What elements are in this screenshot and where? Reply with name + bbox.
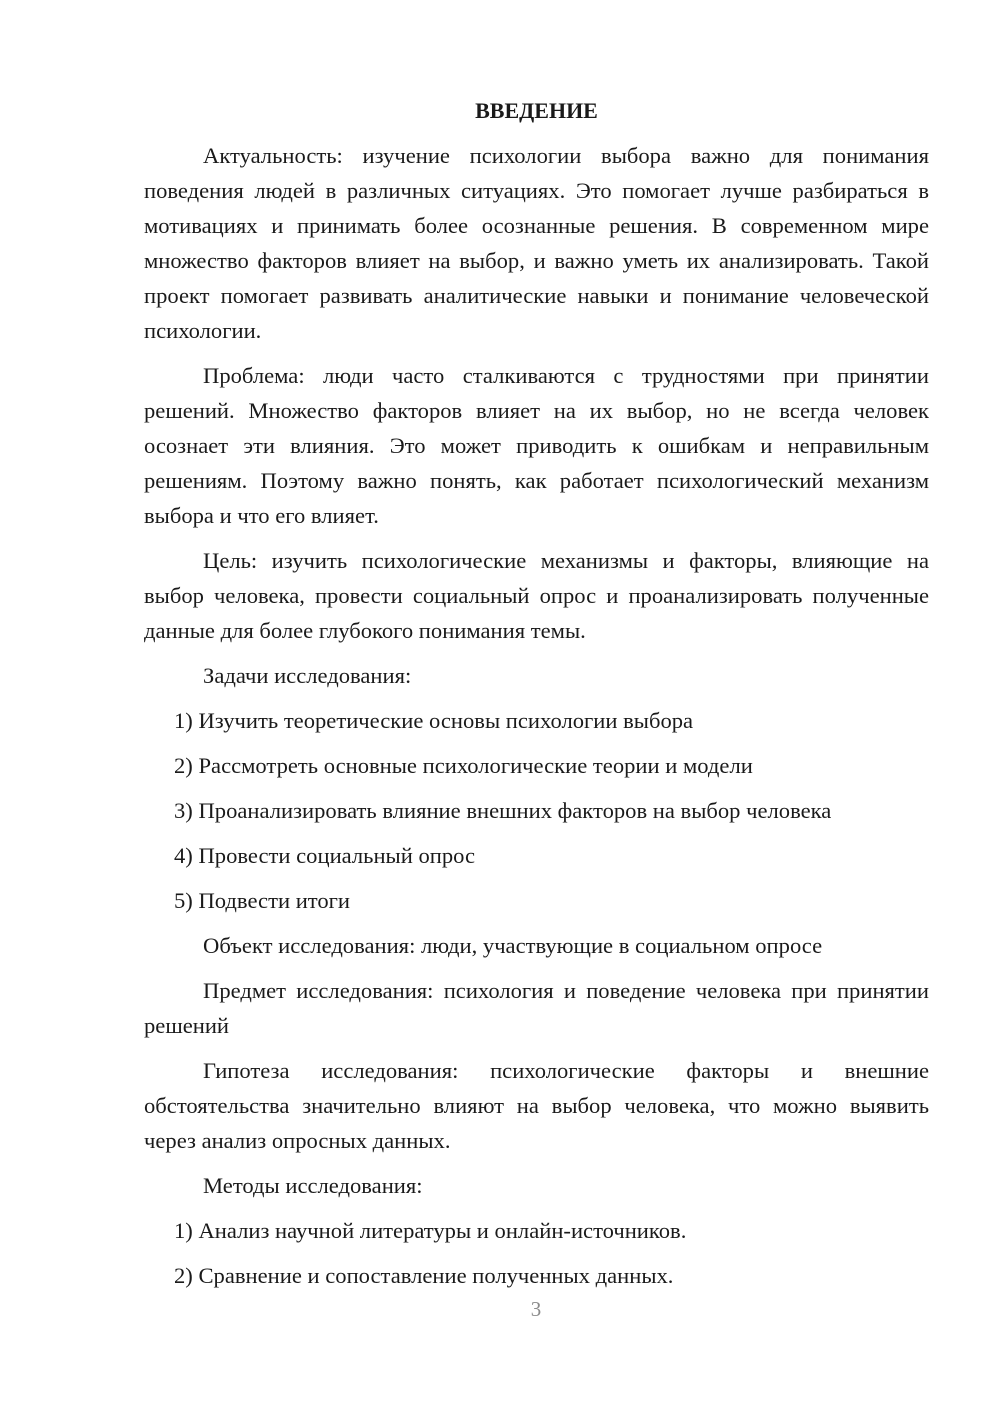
task-item-1: 1) Изучить теоретические основы психологии выбора [174,708,694,733]
relevance-paragraph: Актуальность: изучение психологии выбора важно для понимания поведения людей в различных ситуациях. Это помогает лучше разбираться в мотивациях и принимать более осознанные решения. В современном мире множество факторов влияет на выбор, и важно уметь их анализировать. Такой проект помогает развивать аналитические навыки и понимание человеческой психологии. [144,143,929,343]
goal-paragraph: Цель: изучить психологические механизмы и факторы, влияющие на выбор человека, провести социальный опрос и проанализировать полученные данные для более глубокого понимания темы. [144,548,929,643]
problem-paragraph: Проблема: люди часто сталкиваются с трудностями при принятии решений. Множество факторов влияет на их выбор, но не всегда человек осознает эти влияния. Это может приводить к ошибкам и неправильным решениям. Поэтому важно понять, как работает психологический механизм выбора и что его влияет. [144,363,929,528]
tasks-list [144,703,929,918]
page-number: 3 [530,1297,542,1321]
task-item-4: 4) Провести социальный опрос [174,843,476,868]
task-item-3: 3) Проанализировать влияние внешних факторов на выбор человека [174,798,832,823]
subject-paragraph: Предмет исследования: психология и поведение человека при принятии решений [144,978,929,1038]
object-paragraph: Объект исследования: люди, участвующие в социальном опросе [203,933,823,958]
method-item-1: 1) Анализ научной литературы и онлайн-источников. [174,1218,687,1243]
method-item-2: 2) Сравнение и сопоставление полученных данных. [174,1263,674,1288]
methods-heading: Методы исследования: [203,1173,423,1198]
methods-list [144,1213,929,1293]
task-item-2: 2) Рассмотреть основные психологические теории и модели [174,753,753,778]
page-title: ВВЕДЕНИЕ [475,98,598,123]
page-content [144,96,929,1303]
hypothesis-paragraph: Гипотеза исследования: психологические факторы и внешние обстоятельства значительно влияют на выбор человека, что можно выявить через анализ опросных данных. [144,1058,929,1153]
task-item-5: 5) Подвести итоги [174,888,351,913]
tasks-heading: Задачи исследования: [203,663,412,688]
